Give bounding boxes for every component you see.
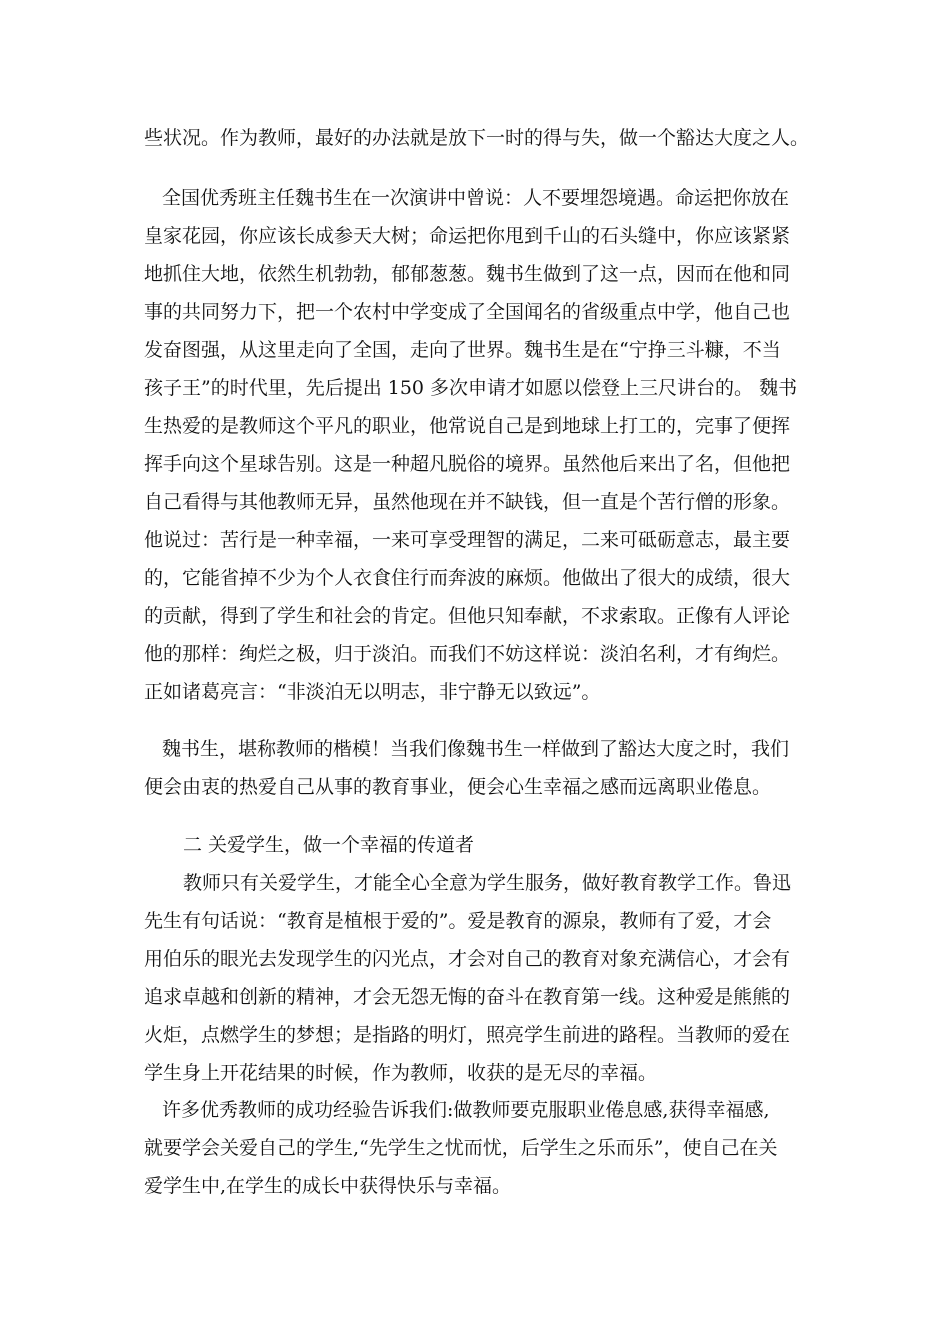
text-line: 正如诸葛亮言：“非淡泊无以明志，非宁静无以致远”。	[144, 681, 601, 703]
text-line: 便会由衷的热爱自己从事的教育事业，便会心生幸福之感而远离职业倦息。	[144, 776, 772, 798]
text-line: 魏书生，堪称教师的楷模！当我们像魏书生一样做到了豁达大度之时，我们	[162, 738, 790, 760]
text-line: 他说过：苦行是一种幸福，一来可享受理智的满足，二来可砥砺意志，最主要	[144, 529, 791, 551]
text-line: 火炬，点燃学生的梦想；是指路的明灯，照亮学生前进的路程。当教师的爱在	[144, 1024, 791, 1046]
section-heading: 二 关爱学生，做一个幸福的传道者	[183, 834, 475, 856]
text-line: 事的共同努力下，把一个农村中学变成了全国闻名的省级重点中学，他自己也	[144, 301, 791, 323]
text-line: 些状况。作为教师，最好的办法就是放下一时的得与失，做一个豁达大度之人。	[144, 127, 810, 149]
text-line: 追求卓越和创新的精神，才会无怨无悔的奋斗在教育第一线。这种爱是熊熊的	[144, 986, 791, 1008]
text-line: 许多优秀教师的成功经验告诉我们:做教师要克服职业倦息感,获得幸福感,	[162, 1099, 770, 1121]
text-line: 的贡献，得到了学生和社会的肯定。但他只知奉献，不求索取。正像有人评论	[144, 605, 791, 627]
text-line: 发奋图强，从这里走向了全国，走向了世界。魏书生是在“宁挣三斗糠，不当	[144, 339, 781, 361]
text-line: 孩子王”的时代里，先后提出 150 多次申请才如愿以偿登上三尺讲台的。 魏书	[144, 377, 798, 399]
text-line: 爱学生中,在学生的成长中获得快乐与幸福。	[144, 1175, 512, 1197]
text-line: 的，它能省掉不少为个人衣食住行而奔波的麻烦。他做出了很大的成绩，很大	[144, 567, 791, 589]
text-line: 学生身上开花结果的时候，作为教师，收获的是无尽的幸福。	[144, 1062, 658, 1084]
text-line: 生热爱的是教师这个平凡的职业，他常说自己是到地球上打工的，完事了便挥	[144, 415, 791, 437]
text-line: 用伯乐的眼光去发现学生的闪光点，才会对自己的教育对象充满信心，才会有	[144, 948, 791, 970]
text-line: 就要学会关爱自己的学生,“先学生之忧而忧，后学生之乐而乐”，使自己在关	[144, 1137, 778, 1159]
text-line: 地抓住大地，依然生机勃勃，郁郁葱葱。魏书生做到了这一点，因而在他和同	[144, 263, 791, 285]
text-line: 先生有句话说：“教育是植根于爱的”。爱是教育的源泉，教师有了爱，才会	[144, 910, 772, 932]
text-line: 皇家花园，你应该长成参天大树；命运把你甩到千山的石头缝中，你应该紧紧	[144, 225, 791, 247]
text-line: 挥手向这个星球告别。这是一种超凡脱俗的境界。虽然他后来出了名，但他把	[144, 453, 791, 475]
text-line: 教师只有关爱学生，才能全心全意为学生服务，做好教育教学工作。鲁迅	[183, 872, 792, 894]
text-line: 自己看得与其他教师无异，虽然他现在并不缺钱，但一直是个苦行僧的形象。	[144, 491, 791, 513]
text-line: 全国优秀班主任魏书生在一次演讲中曾说：人不要埋怨境遇。命运把你放在	[162, 187, 790, 209]
text-line: 他的那样：绚烂之极，归于淡泊。而我们不妨这样说：淡泊名利，才有绚烂。	[144, 643, 791, 665]
